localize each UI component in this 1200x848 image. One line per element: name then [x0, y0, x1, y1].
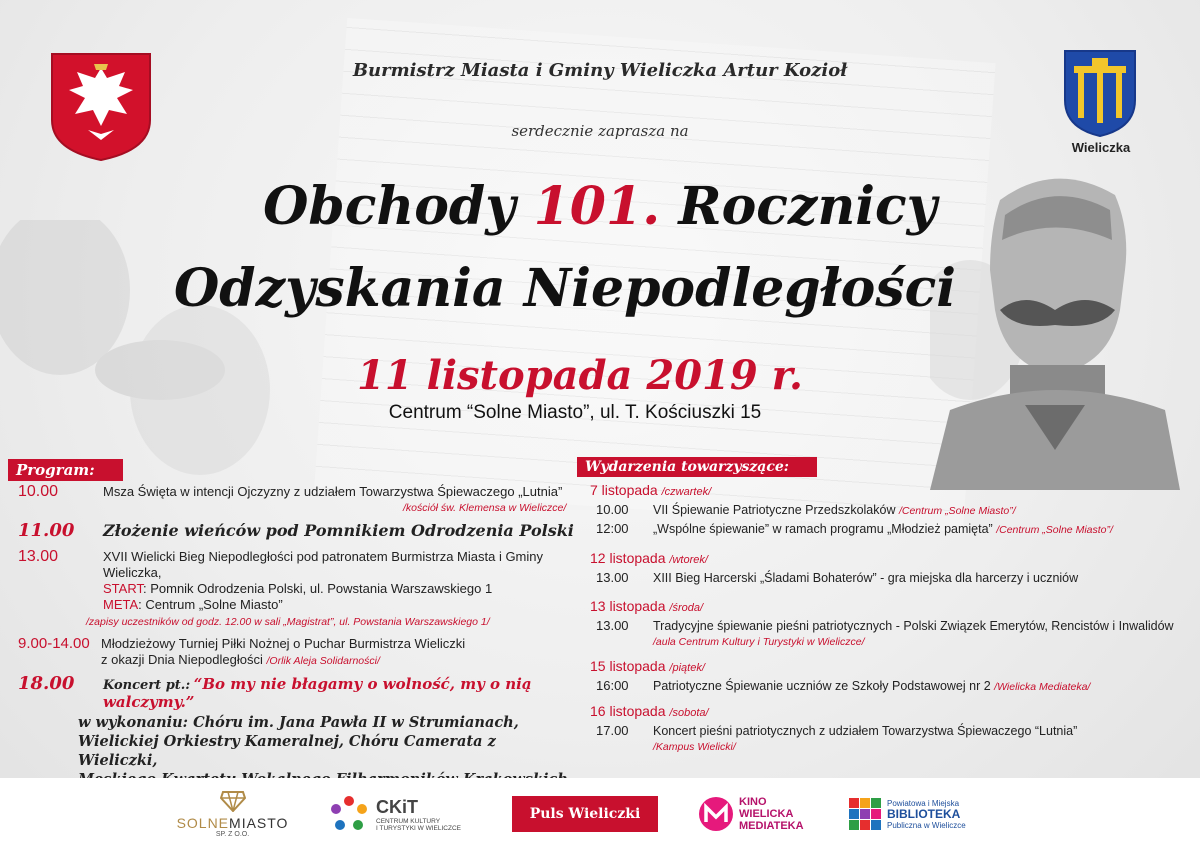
title-anniversary-number: 101.: [533, 176, 661, 237]
ckit-logo: CKiT CENTRUM KULTURY I TURYSTYKI W WIELICZCE: [328, 788, 478, 840]
invitation-line: serdecznie zaprasza na: [511, 122, 689, 140]
concert-performers: w wykonaniu: Chóru im. Jana Pawła II w Strumianach, Wielickiej Orkiestry Kameralnej, Chóru Camerata z Wieliczki,: [18, 713, 578, 807]
side-day: 12 listopada /wtorek/: [590, 550, 708, 566]
program-text: Młodzieżowy Turniej Piłki Nożnej o Puchar Burmistrza Wieliczki: [101, 636, 466, 651]
side-day: 16 listopada /sobota/: [590, 703, 709, 719]
side-events-list: [590, 478, 1198, 755]
event-date: 11 listopada 2019 r.: [357, 352, 803, 399]
event-venue: Centrum “Solne Miasto”, ul. T. Kościuszki 15: [388, 402, 762, 423]
program-time: 18.00: [18, 673, 75, 694]
kino-mediateka-logo: KINO WIELICKA MEDIATEKA: [698, 788, 828, 840]
program-text: Msza Święta w intencji Ojczyzny z udziałem Towarzystwa Śpiewaczego „Lutnia”: [103, 484, 563, 499]
program-list: [18, 484, 578, 807]
program-item: [18, 520, 578, 541]
program-time: 9.00-14.00: [18, 635, 90, 652]
program-item: [18, 636, 578, 669]
main-title-line-1: [0, 176, 1200, 237]
program-note: /zapisy uczestników od godz. 12.00 w sali „Magistrat”, ul. Powstania Warszawskiego 1/: [86, 616, 490, 628]
side-event: 17.00 Koncert pieśni patriotycznych z udziałem Towarzystwa Śpiewaczego “Lutnia” /Kampus Wielicki/: [596, 723, 1078, 753]
library-blocks-icon: [848, 797, 882, 831]
program-text: z okazji Dnia Niepodległości: [101, 652, 263, 667]
city-label: Wieliczka: [1071, 140, 1131, 155]
side-events-label: Wydarzenia towarzyszące:: [577, 457, 817, 477]
side-day: 15 listopada /piątek/: [590, 658, 705, 674]
concert-title: “Bo my nie błagamy o wolność, my o nią walczymy.”: [103, 675, 532, 711]
program-item: [18, 549, 578, 613]
program-time: 13.00: [18, 548, 59, 565]
sponsor-footer: [0, 778, 1200, 848]
concert-prefix: Koncert pt.:: [103, 678, 191, 693]
organizer-line: Burmistrz Miasta i Gminy Wieliczka Artur Kozioł: [352, 60, 848, 81]
solne-miasto-logo: SOLNEMIASTO SP. Z O.O.: [180, 788, 285, 840]
side-day: 7 listopada /czwartek/: [590, 482, 712, 498]
program-time: 10.00: [18, 483, 59, 500]
program-text: XVII Wielicki Bieg Niepodległości pod patronatem Burmistrza Miasta i Gminy Wieliczka,: [103, 549, 544, 580]
program-time: 11.00: [18, 520, 75, 541]
program-text: Złożenie wieńców pod Pomnikiem Odrodzenia Polski: [103, 521, 574, 540]
mediateka-m-icon: [698, 796, 734, 832]
program-item-note: [18, 614, 578, 630]
side-event: 10.00 VII Śpiewanie Patriotyczne Przedszkolaków /Centrum „Solne Miasto”/: [596, 502, 1016, 517]
puls-wieliczki-logo: Puls Wieliczki: [512, 796, 658, 832]
ckit-star-icon: [328, 793, 370, 835]
side-event: 16:00 Patriotyczne Śpiewanie uczniów ze Szkoły Podstawowej nr 2 /Wielicka Mediateka/: [596, 678, 1091, 693]
program-note: /kościół św. Klemensa w Wieliczce/: [403, 502, 567, 514]
program-start: START: Pomnik Odrodzenia Polski, ul. Powstania Warszawskiego 1: [103, 581, 493, 596]
title-part-b: Rocznicy: [660, 176, 937, 237]
program-note: /Orlik Aleja Solidarności/: [266, 655, 380, 667]
biblioteka-logo: Powiatowa i Miejska BIBLIOTEKA Publiczna w Wieliczce: [848, 788, 978, 840]
title-part-a: Obchody: [263, 176, 534, 237]
diamond-icon: [220, 790, 246, 812]
program-item-concert: [18, 673, 578, 711]
side-event: 13.00 XIII Bieg Harcerski „Śladami Bohaterów” - gra miejska dla harcerzy i uczniów: [596, 570, 1079, 585]
program-label: Program:: [8, 459, 123, 481]
side-event: 13.00 Tradycyjne śpiewanie pieśni patriotycznych - Polski Związek Emerytów, Rencistów i Inwalidów /aula Centrum Kultury i Turystyki w Wieliczce/: [596, 618, 1174, 648]
side-event: 12:00 „Wspólne śpiewanie” w ramach programu „Młodzież pamięta” /Centrum „Solne Miasto”/: [596, 521, 1113, 536]
program-finish: META: Centrum „Solne Miasto”: [103, 597, 283, 612]
program-item: [18, 484, 578, 516]
side-day: 13 listopada /środa/: [590, 598, 704, 614]
main-title-line-2: Odzyskania Niepodległości: [173, 258, 957, 319]
